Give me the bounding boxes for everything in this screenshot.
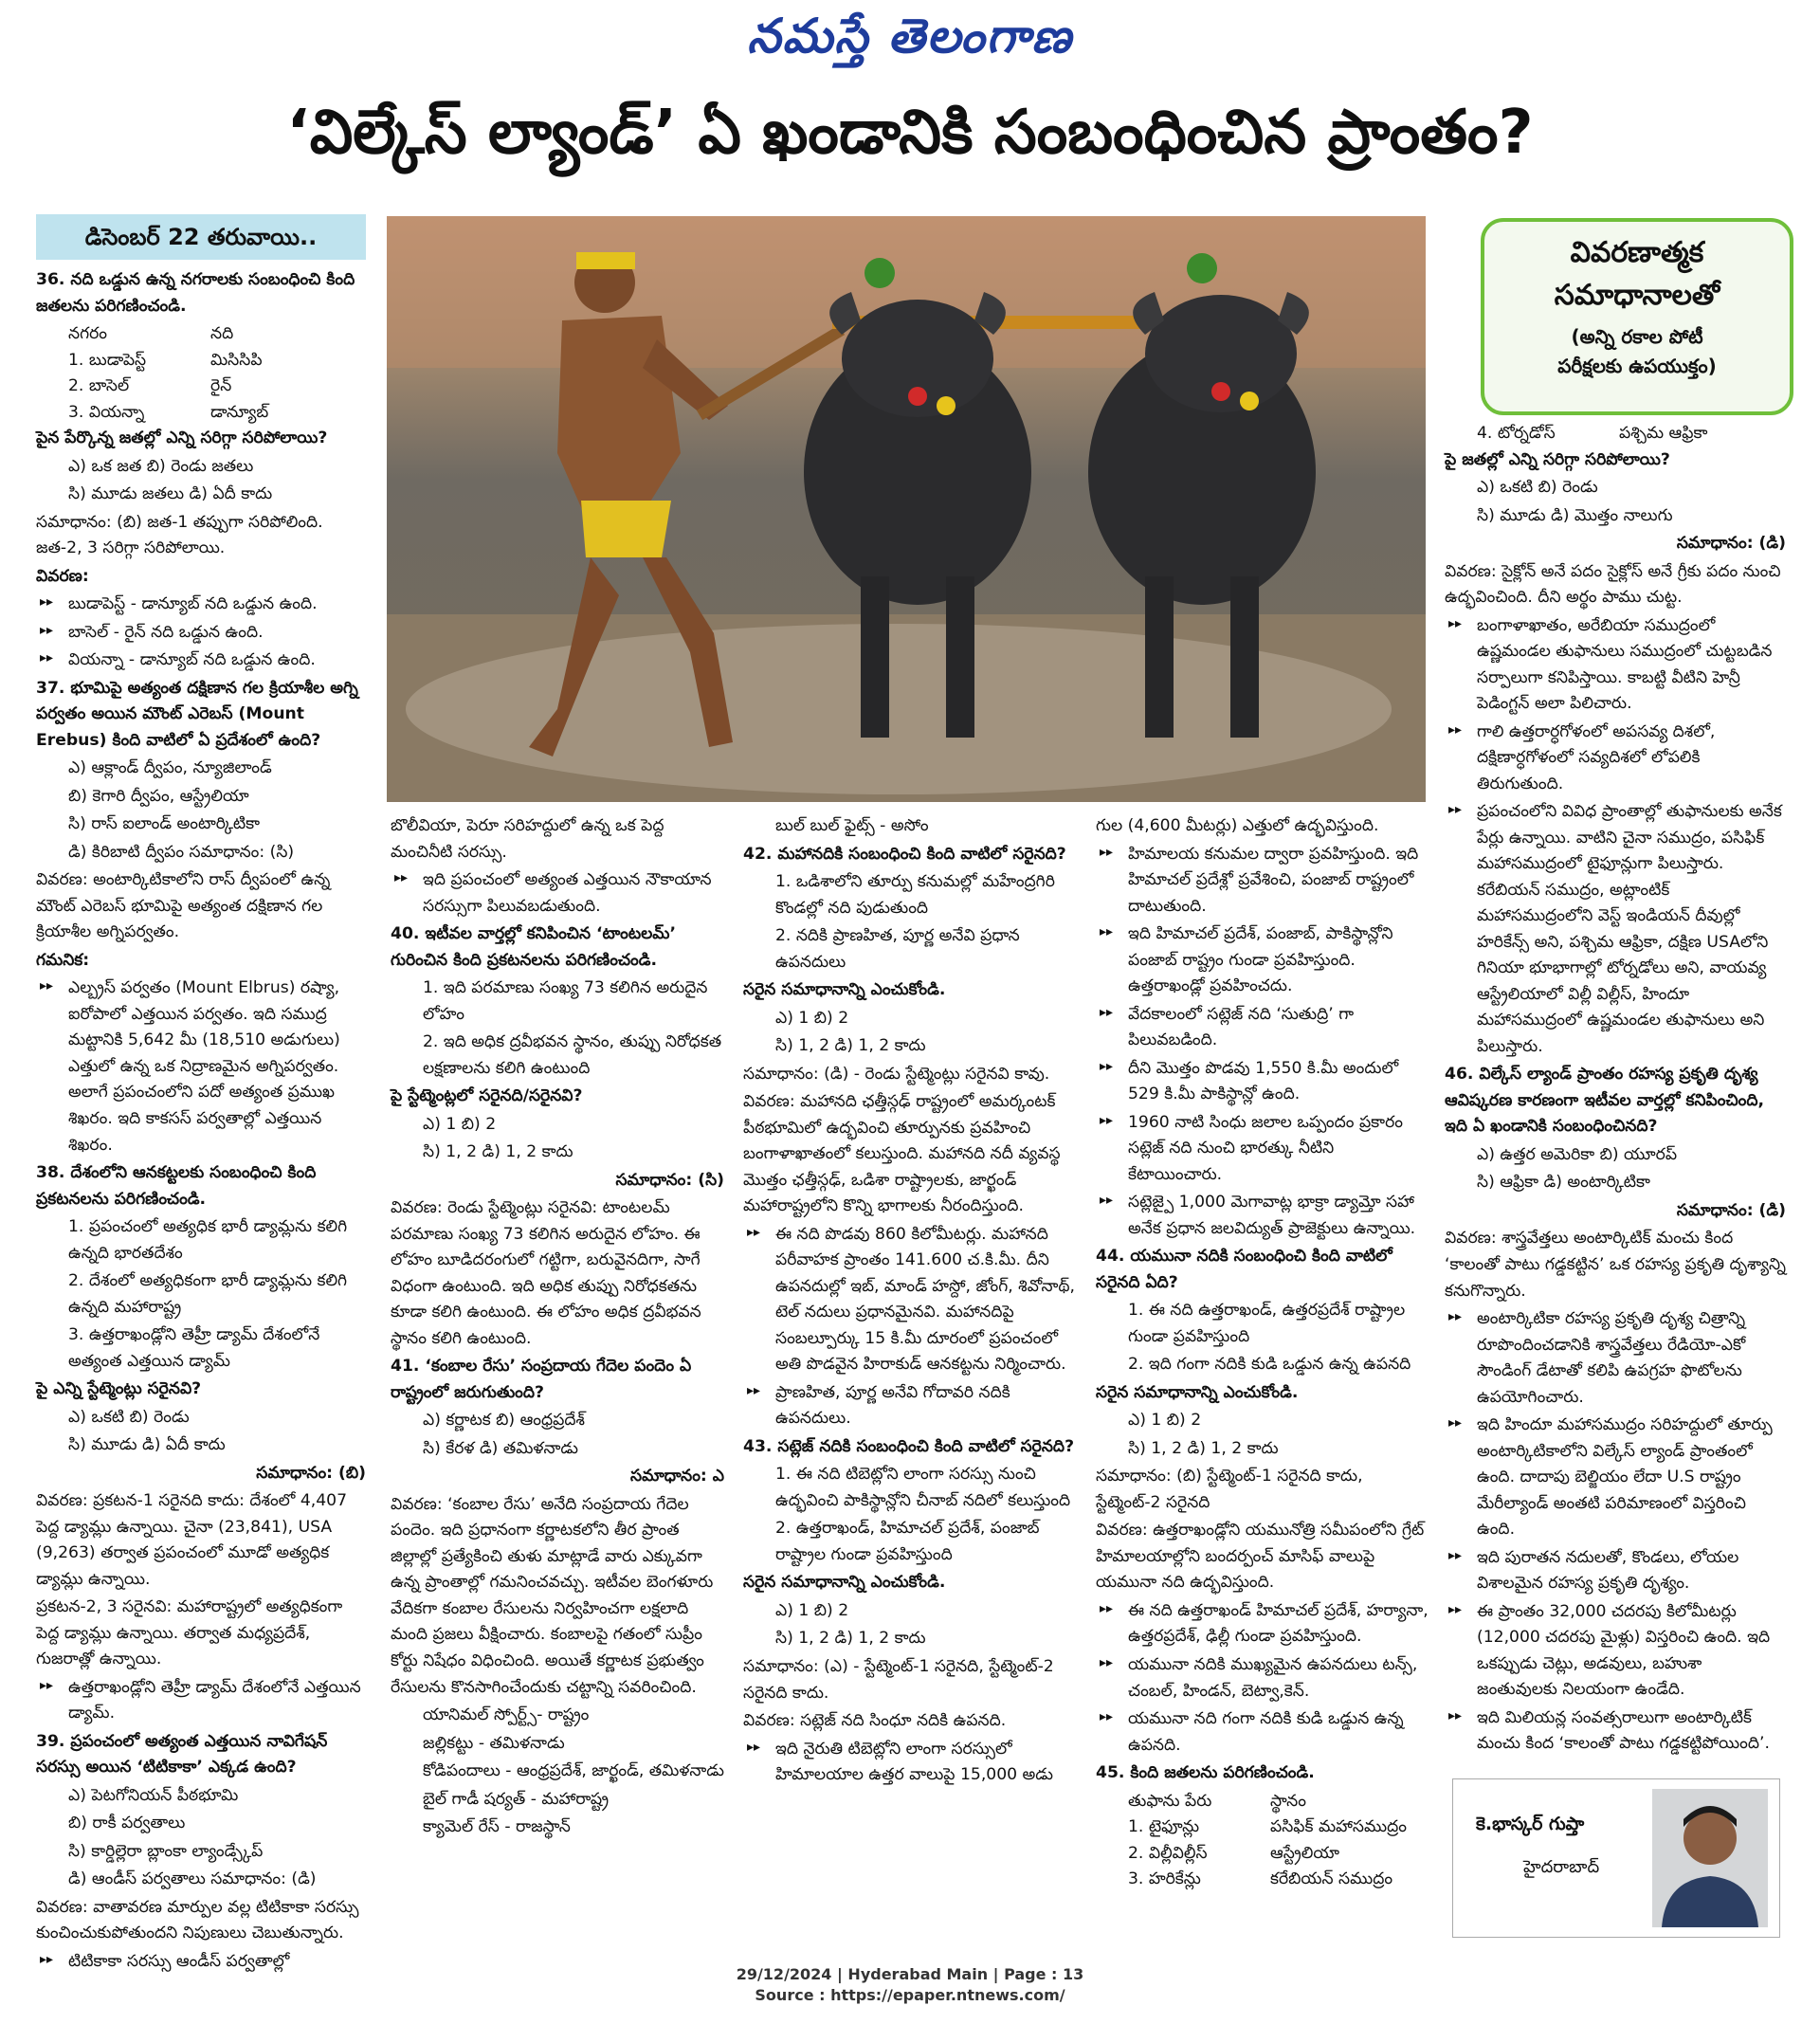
table-cell: 2. విల్లీవిల్లీస్ [1128, 1843, 1208, 1863]
explanation-40: వివరణ: రెండు స్టేట్మెంట్లు సరైనవి: టాంటలమ్ పరమాణు సంఖ్య 73 కలిగిన అరుదైన లోహం. ఈ లోహం బూడిదరంగులో గట్టిగా, బరువైనదిగా, సాగే విధంగా ఉంటుంది. ఇది అధిక తుప్పు నిరోధకతను కూడా కలిగి ఉంటుంది. ఈ లోహం అధిక ద్రవీభవన స్థానం కలిగి ఉంటుంది. [391, 1198, 701, 1348]
bullet: ▸▸ దీని మొత్తం పొడవు 1,550 కి.మీ అందులో 529 కి.మీ పాకిస్థాన్లో ఉంది. [1096, 1056, 1429, 1108]
callout-box [1481, 218, 1793, 415]
bullet: ▸▸ ఇది హిందూ మహాసముద్రం సరిహద్దులో తూర్పు అంటార్కిటికాలోని విల్కేస్ ల్యాండ్ ప్రాంతంలో ఉంది. దాదాపు బెల్జియం లేదా U.S రాష్ట్రం మేరీల్యాండ్ అంతటి పరిమాణంలో విస్తరించి ఉంది. [1445, 1413, 1786, 1543]
table-header [36, 321, 366, 348]
options: సి) మూడు డి) ఏదీ కాదు [68, 1435, 226, 1455]
explanation-44: వివరణ: ఉత్తరాఖండ్లోని యమునోత్రి సమీపంలోని గ్రేట్ హిమాలయాల్లోని బందర్పంచ్ మాసిఫ్ వాలుపై యమునా నది ఉద్భవిస్తుంది. [1096, 1521, 1425, 1593]
statement: 2. ఇది గంగా నదికి కుడి ఒడ్డున ఉన్న ఉపనది [1128, 1355, 1411, 1375]
question-43-prompt: సరైన సమాధానాన్ని ఎంచుకోండి. [743, 1573, 946, 1593]
table-cell: మిసిసిపి [210, 350, 263, 370]
callout-title-2: సమాధానాలతో [1554, 279, 1720, 312]
table-header [1096, 1789, 1429, 1815]
answer-43: సమాధానం: (ఎ) - స్టేట్మెంట్-1 సరైనది, స్టేట్మెంట్-2 సరైనది కాదు. [743, 1656, 1054, 1703]
question-38-prompt: పై ఎన్ని స్టేట్మెంట్లు సరైనవి? [36, 1379, 202, 1399]
question-42-prompt: సరైన సమాధానాన్ని ఎంచుకోండి. [743, 980, 946, 1000]
footer [0, 1964, 1820, 2005]
statement: 1. ఇది పరమాణు సంఖ్య 73 కలిగిన అరుదైన లోహం [423, 978, 708, 1024]
question-41: 41. ‘కంబాల రేసు’ సంప్రదాయ గేదెల పందెం ఏ రాష్ట్రంలో జరుగుతుంది? [391, 1357, 692, 1402]
table-cell: పశ్చిమ ఆఫ్రికా [1619, 424, 1708, 443]
bullet: ▸▸ ఉత్తరాఖండ్లోని తెహ్రీ డ్యామ్ దేశంలోనే ఎత్తయిన డ్యామ్. [36, 1675, 366, 1727]
bullet: ▸▸ బుడాపెస్ట్ - డాన్యూబ్ నది ఒడ్డున ఉంది. [36, 592, 366, 618]
table-cell: రైన్ [210, 376, 232, 396]
answer-41: సమాధానం: ఎ [630, 1467, 724, 1486]
column-2 [391, 813, 724, 1955]
list-item: క్యామెల్ రేస్ - రాజస్థాన్ [423, 1817, 571, 1837]
question-36-prompt: పైన పేర్కొన్న జతల్లో ఎన్ని సరిగ్గా సరిపోలాయి? [36, 429, 328, 448]
table-cell: పసిఫిక్ మహాసముద్రం [1270, 1817, 1407, 1837]
option: సి) కార్డిల్లెరా బ్లాంకా ల్యాండ్స్కేప్ [68, 1841, 264, 1861]
bullet: ▸▸ ఎల్బ్రస్ పర్వతం (Mount Elbrus) రష్యా, ఐరోపాలో ఎత్తయిన పర్వతం. ఇది సముద్ర మట్టానికి 5,642 మీ (18,510 అడుగులు) ఎత్తులో ఉన్న ఒక నిద్రాణమైన అగ్నిపర్వతం. అలాగే ప్రపంచంలోని పదో అత్యంత ప్రముఖ శిఖరం. ఇది కాకసస్ పర్వతాల్లో ఎత్తయిన శిఖరం. [36, 976, 366, 1158]
list-item: కోడిపందాలు - ఆంధ్రప్రదేశ్, జార్ఖండ్, తమిళనాడు [423, 1761, 724, 1781]
answer-44: సమాధానం: (బి) స్టేట్మెంట్-1 సరైనది కాదు, స్టేట్మెంట్-2 సరైనది [1096, 1467, 1363, 1512]
question-45-prompt: పై జతల్లో ఎన్ని సరిగ్గా సరిపోలాయి? [1445, 449, 1670, 469]
bullet: ▸▸ ఇది ప్రపంచంలో అత్యంత ఎత్తయిన నౌకాయాన సరస్సుగా పిలువబడుతుంది. [391, 867, 724, 920]
answer-45: సమాధానం: (డి) [1676, 534, 1786, 554]
bullet: ▸▸ అంటార్కిటికా రహస్య ప్రకృతి దృశ్య చిత్రాన్ని రూపొందించడానికి శాస్త్రవేత్తలు రేడియో-ఎకో సౌండింగ్ డేటాతో కలిపి ఉపగ్రహ ఫొటోలను ఉపయోగించారు. [1445, 1306, 1786, 1411]
masthead: నమస్తే తెలంగాణ [747, 8, 1073, 64]
option: సి) రాస్ ఐలాండ్ అంటార్కిటికా [68, 814, 261, 834]
options: ఎ) ఉత్తర అమెరికా బి) యూరప్ [1477, 1144, 1678, 1164]
explanation-37: వివరణ: అంటార్కిటికాలోని రాస్ ద్వీపంలో ఉన్న మౌంట్ ఎరెబస్ భూమిపై అత్యంత దక్షిణాన గల క్రియాశీల అగ్నిపర్వతం. [36, 870, 331, 942]
explanation-42: వివరణ: మహానది ఛత్తీస్గఢ్ రాష్ట్రంలో అమర్కంటక్ పీఠభూమిలో ఉద్భవించి తూర్పునకు ప్రవహించి బంగాళాఖాతంలో కలుస్తుంది. మహానది నదీ వ్యవస్థ మొత్తం ఛత్తీస్గఢ్, ఒడిశా రాష్ట్రాలకు, జార్ఖండ్ మహారాష్ట్రలోని కొన్ని భాగాలకు నీరందిస్తుంది. [743, 1092, 1061, 1216]
bullet: ▸▸ వియన్నా - డాన్యూబ్ నది ఒడ్డున ఉంది. [36, 647, 366, 674]
question-39: 39. ప్రపంచంలో అత్యంత ఎత్తయిన నావిగేషన్ సరస్సు అయిన ‘టిటికాకా’ ఎక్కడ ఉంది? [36, 1731, 328, 1778]
bullet: ▸▸ ఈ నది ఉత్తరాఖండ్ హిమాచల్ ప్రదేశ్, హర్యానా, ఉత్తరప్రదేశ్, ఢిల్లీ గుండా ప్రవహిస్తుంది. [1096, 1598, 1429, 1650]
callout-title-1: వివరణాత్మక [1570, 236, 1704, 269]
headline: ‘విల్కేస్ ల్యాండ్’ ఏ ఖండానికి సంబంధించిన ప్రాంతం? [286, 98, 1534, 168]
list-item: బుల్ బుల్ ఫైట్స్ - అసోం [775, 816, 929, 835]
answer-46: సమాధానం: (డి) [1676, 1200, 1786, 1220]
explanation-38-b: ప్రకటన-2, 3 సరైనవి: మహారాష్ట్రలో అత్యధికంగా పెద్ద డ్యామ్లు ఉన్నాయి. తర్వాత మధ్యప్రదేశ్, గుజరాత్లో ఉన్నాయి. [36, 1597, 343, 1669]
avatar-icon [1652, 1789, 1768, 1927]
options: సి) మూడు డి) మొత్తం నాలుగు [1477, 505, 1673, 525]
statement: 3. ఉత్తరాఖండ్లోని తెహ్రీ డ్యామ్ దేశంలోనే అత్యంత ఎత్తయిన డ్యామ్ [68, 1325, 320, 1371]
list-item: జల్లికట్టు - తమిళనాడు [423, 1733, 565, 1753]
answer-36: సమాధానం: (బి) జత-1 తప్పుగా సరిపోలింది. జత-2, 3 సరిగ్గా సరిపోలాయి. [36, 512, 323, 558]
table-cell: 4. టోర్నడోస్ [1477, 424, 1556, 443]
option: బి) కెగారి ద్వీపం, ఆస్ట్రేలియా [68, 786, 249, 806]
bullet: ▸▸ సట్లెజ్పై 1,000 మెగావాట్ల భాక్రా డ్యామ్తో సహా అనేక ప్రధాన జలవిద్యుత్ ప్రాజెక్టులు ఉన్నాయి. [1096, 1190, 1429, 1242]
options: ఎ) 1 బి) 2 [423, 1114, 497, 1134]
bullet: ▸▸ వేదకాలంలో సట్లెజ్ నది ‘సుతుద్రి’ గా పిలువబడింది. [1096, 1002, 1429, 1054]
column-4 [1096, 813, 1429, 1955]
question-36: 36. నది ఒడ్డున ఉన్న నగరాలకు సంబంధించి కింది జతలను పరిగణించండి. [36, 270, 355, 316]
option: ఎ) ఆక్లాండ్ ద్వీపం, న్యూజిలాండ్ [68, 758, 272, 778]
section-tag: డిసెంబర్ 22 తరువాయి.. [36, 214, 366, 260]
table-head-2: స్థానం [1270, 1791, 1306, 1811]
question-40-prompt: పై స్టేట్మెంట్లలో సరైనది/సరైనవి? [391, 1086, 583, 1106]
options: ఎ) 1 బి) 2 [775, 1008, 849, 1028]
bullet: ▸▸ ఈ నది పొడవు 860 కిలోమీటర్లు. మహానది పరీవాహక ప్రాంతం 141.600 చ.కి.మీ. దీని ఉపనదుల్లో ఇబ్, మాండ్ హస్దో, జోంగ్, శివోనాథ్, టెల్ నదులు ప్రధానమైనవి. మహానదిపై సంబల్పూర్కు 15 కి.మీ దూరంలో ప్రపంచంలో అతి పొడవైన హిరాకుడ్ ఆనకట్టను నిర్మించారు. [743, 1222, 1075, 1378]
options: సి) కేరళ డి) తమిళనాడు [423, 1438, 579, 1458]
option: డి) కిరిబాటి ద్వీపం సమాధానం: (సి) [68, 842, 295, 862]
bullet: ▸▸ బంగాళాఖాతం, అరేబియా సముద్రంలో ఉష్ణమండల తుఫానులు సముద్రంలో చుట్టబడిన సర్పాలుగా కనిపిస్తాయి. కాబట్టి వీటిని హెన్రీ పెడింగ్టన్ అలా పిలిచారు. [1445, 613, 1786, 718]
question-42: 42. మహానదికి సంబంధించి కింది వాటిలో సరైనది? [743, 844, 1066, 864]
question-40: 40. ఇటీవల వార్తల్లో కనిపించిన ‘టాంటలమ్’ గురించిన కింది ప్రకటనలను పరిగణించండి. [391, 924, 677, 970]
table-cell: 3. వియన్నా [68, 402, 145, 422]
options: ఎ) 1 బి) 2 [775, 1600, 849, 1620]
callout-sub-1: (అన్ని రకాల పోటీ [1571, 325, 1703, 348]
table-row [36, 400, 366, 427]
statement: 1. ప్రపంచంలో అత్యధిక భారీ డ్యామ్లను కలిగి ఉన్నది భారతదేశం [68, 1217, 348, 1263]
bullet: ▸▸ హిమాలయ కనుమల ద్వారా ప్రవహిస్తుంది. ఇది హిమాచల్ ప్రదేశ్లో ప్రవేశించి, పంజాబ్ రాష్ట్రంలో దాటుతుంది. [1096, 842, 1429, 921]
option: బి) రాకీ పర్వతాలు [68, 1814, 186, 1833]
question-37: 37. భూమిపై అత్యంత దక్షిణాన గల క్రియాశీల అగ్ని పర్వతం అయిన మౌంట్ ఎరెబస్ (Mount Erebus) కింది వాటిలో ఏ ప్రదేశంలో ఉంది? [36, 678, 358, 750]
question-45: 45. కింది జతలను పరిగణించండి. [1096, 1763, 1315, 1783]
list-item: బైల్ గాడీ షర్యత్ - మహారాష్ట్ర [423, 1789, 610, 1809]
table-cell: 2. బాసెల్ [68, 376, 130, 396]
option: ఎ) పెటగోనియన్ పీఠభూమి [68, 1785, 239, 1805]
options: సి) 1, 2 డి) 1, 2 కాదు [1128, 1438, 1279, 1458]
table-row [1445, 421, 1786, 447]
table-row [1096, 1814, 1429, 1841]
options: ఎ) ఒకటి బి) రెండు [1477, 478, 1598, 498]
options: సి) 1, 2 డి) 1, 2 కాదు [423, 1142, 573, 1162]
statement: 2. దేశంలో అత్యధికంగా భారీ డ్యామ్లను కలిగి ఉన్నది మహారాష్ట్ర [68, 1271, 348, 1317]
continued-text: బొలీవియా, పెరూ సరిహద్దులో ఉన్న ఒక పెద్ద మంచినీటి సరస్సు. [391, 816, 664, 862]
options: ఎ) 1 బి) 2 [1128, 1411, 1202, 1431]
question-44-prompt: సరైన సమాధానాన్ని ఎంచుకోండి. [1096, 1382, 1299, 1402]
note-label: గమనిక: [36, 950, 90, 970]
statement: 2. ఇది అధిక ద్రవీభవన స్థానం, తుప్పు నిరోధకత లక్షణాలను కలిగి ఉంటుంది [423, 1032, 722, 1078]
bullet: ▸▸ టిటికాకా సరస్సు ఆండీస్ పర్వతాల్లో [36, 1949, 366, 1976]
list-item: యానిమల్ స్పోర్ట్స్- రాష్ట్రం [423, 1705, 590, 1725]
photo-illustration [387, 216, 1426, 802]
table-cell: కరేబియన్ సముద్రం [1270, 1869, 1393, 1889]
statement: 1. ఒడిశాలోని తూర్పు కనుమల్లో మహేంద్రగిరి కొండల్లో నది పుడుతుంది [775, 872, 1055, 918]
explanation-45: వివరణ: సైక్లోన్ అనే పదం సైక్లోస్ అనే గ్రీకు పదం నుంచి ఉద్భవించింది. దీని అర్థం పాము చుట్ట. [1445, 561, 1781, 608]
table-row [1096, 1867, 1429, 1893]
options: సి) 1, 2 డి) 1, 2 కాదు [775, 1629, 926, 1649]
table-row [36, 348, 366, 374]
table-cell: 1. బుడాపెస్ట్ [68, 350, 147, 370]
options: ఎ) ఒక జత బి) రెండు జతలు [68, 456, 254, 476]
bullet: ▸▸ ఇది పురాతన నదులతో, కొండలు, లోయల విశాలమైన రహస్య ప్రకృతి దృశ్యం. [1445, 1545, 1786, 1597]
statement: 1. ఈ నది టిబెట్లోని లాంగా సరస్సు నుంచి ఉద్భవించి పాకిస్థాన్లోని చీనాబ్ నదిలో కలుస్తుంది [775, 1465, 1071, 1510]
bullet: ▸▸ ఇది నైరుతి టిబెట్లోని లాంగా సరస్సులో హిమాలయాల ఉత్తర వాలుపై 15,000 అడు [743, 1737, 1075, 1789]
bullet: ▸▸ ప్రాణహిత, పూర్ణ అనేవి గోదావరి నదికి ఉపనదులు. [743, 1380, 1075, 1432]
question-46: 46. విల్కేస్ ల్యాండ్ ప్రాంతం రహస్య ప్రకృతి దృశ్య ఆవిష్కరణ కారణంగా ఇటీవల వార్తల్లో కనిపించింది, ఇది ఏ ఖండానికి సంబంధించినది? [1445, 1065, 1765, 1137]
author-name: కె.భాస్కర్ గుప్తా [1476, 1814, 1585, 1834]
bullet: ▸▸ ఈ ప్రాంతం 32,000 చదరపు కిలోమీటర్లు (12,000 చదరపు మైళ్లు) విస్తరించి ఉంది. ఇది ఒకప్పుడు చెట్లు, అడవులు, బహుశా జంతువులకు నిలయంగా ఉండేది. [1445, 1599, 1786, 1704]
author-box [1452, 1778, 1780, 1938]
bullet: ▸▸ 1960 నాటి సింధు జలాల ఒప్పందం ప్రకారం సట్లెజ్ నది నుంచి భారత్కు నీటిని కేటాయించారు. [1096, 1110, 1429, 1189]
author-city: హైదరాబాద్ [1523, 1857, 1600, 1877]
answer-40: సమాధానం: (సి) [615, 1170, 724, 1190]
explanation-38: వివరణ: ప్రకటన-1 సరైనది కాదు: దేశంలో 4,407 పెద్ద డ్యామ్లు ఉన్నాయి. చైనా (23,841), USA (9,263) తర్వాత ప్రపంచంలో మూడో అత్యధిక డ్యామ్లు ఉన్నాయి. [36, 1491, 348, 1589]
options: సి) 1, 2 డి) 1, 2 కాదు [775, 1036, 926, 1056]
options: సి) మూడు జతలు డి) ఏదీ కాదు [68, 484, 273, 504]
options: ఎ) ఒకటి బి) రెండు [68, 1407, 190, 1427]
column-1 [36, 267, 366, 1971]
column-3 [743, 813, 1075, 1955]
answer-38: సమాధానం: (బి) [256, 1463, 366, 1483]
statement: 2. నదికి ప్రాణహిత, పూర్ణ అనేవి ప్రధాన ఉపనదులు [775, 926, 1020, 972]
options: సి) ఆఫ్రికా డి) అంటార్కిటికా [1477, 1173, 1650, 1193]
explanation-39: వివరణ: వాతావరణ మార్పుల వల్ల టిటికాకా సరస్సు కుంచించుకుపోతుందని నిపుణులు చెబుతున్నారు. [36, 1897, 359, 1943]
explanation-46: వివరణ: శాస్త్రవేత్తలు అంటార్కిటిక్ మంచు కింద ‘కాలంతో పాటు గడ్డకట్టిన’ ఒక రహస్య ప్రకృతి దృశ్యాన్ని కనుగొన్నారు. [1445, 1229, 1786, 1301]
question-44: 44. యమునా నదికి సంబంధించి కింది వాటిలో సరైనది ఏది? [1096, 1247, 1392, 1292]
bullet: ▸▸ గాలి ఉత్తరార్ధగోళంలో అపసవ్య దిశలో, దక్షిణార్ధగోళంలో సవ్యదిశలో లోపలికి తిరుగుతుంది. [1445, 720, 1786, 798]
table-cell: 3. హరికేన్లు [1128, 1869, 1201, 1889]
statement: 1. ఈ నది ఉత్తరాఖండ్, ఉత్తరప్రదేశ్ రాష్ట్రాల గుండా ప్రవహిస్తుంది [1128, 1301, 1406, 1346]
table-row [36, 374, 366, 400]
column-5 [1445, 421, 1786, 1767]
bullet: ▸▸ ప్రపంచంలోని వివిధ ప్రాంతాల్లో తుఫానులకు అనేక పేర్లు ఉన్నాయి. వాటిని చైనా సముద్రం, పసిఫిక్ మహాసముద్రంలో టైఫూన్లుగా పిలుస్తారు. కరేబియన్ సముద్రం, అట్లాంటిక్ మహాసముద్రంలోని వెస్ట్ ఇండియన్ దీవుల్లో హరికేన్స్ అని, పశ్చిమ ఆఫ్రికా, దక్షిణ USAలోని గినియా భూభాగాల్లో టోర్నడోలు అని, వాయవ్య ఆస్ట్రేలియాలో విల్లీ విల్లీస్, హిందూ మహాసముద్రంలో ఉష్ణమండల తుఫానులు అని పిలుస్తారు. [1445, 799, 1786, 1060]
table-cell: డాన్యూబ్ [210, 402, 269, 422]
footer-source-line: Source : https://epaper.ntnews.com/ [755, 1985, 1065, 2004]
table-head-1: తుఫాను పేరు [1128, 1791, 1212, 1811]
continued-text: గుల (4,600 మీటర్లు) ఎత్తులో ఉద్భవిస్తుంది. [1096, 816, 1379, 835]
bullet: ▸▸ యమునా నదికి ముఖ్యమైన ఉపనదులు టన్స్, చంబల్, హిండన్, బెట్వా,కెన్. [1096, 1652, 1429, 1705]
callout-sub-2: పరీక్షలకు ఉపయుక్తం) [1557, 355, 1717, 377]
table-head-1: నగరం [68, 324, 107, 344]
bullet: ▸▸ ఇది మిలియన్ల సంవత్సరాలుగా అంటార్కిటిక్ మంచు కింద ‘కాలంతో పాటు గడ్డకట్టిపోయింది’. [1445, 1705, 1786, 1758]
question-43: 43. సట్లెజ్ నదికి సంబంధించి కింది వాటిలో సరైనది? [743, 1436, 1075, 1456]
option: డి) ఆండీస్ పర్వతాలు సమాధానం: (డి) [68, 1869, 317, 1889]
bullet: ▸▸ యమునా నది గంగా నదికి కుడి ఒడ్డున ఉన్న ఉపనది. [1096, 1706, 1429, 1759]
table-cell: ఆస్ట్రేలియా [1270, 1843, 1339, 1863]
bullet: ▸▸ బాసెల్ - రైన్ నది ఒడ్డున ఉంది. [36, 620, 366, 647]
explanation-43: వివరణ: సట్లెజ్ నది సింధూ నదికి ఉపనది. [743, 1711, 1007, 1731]
table-row [1096, 1841, 1429, 1868]
table-head-2: నది [210, 324, 234, 344]
question-38: 38. దేశంలోని ఆనకట్టలకు సంబంధించి కింది ప్రకటనలను పరిగణించండి. [36, 1163, 317, 1209]
table-cell: 1. టైఫూన్లు [1128, 1817, 1200, 1837]
statement: 2. ఉత్తరాఖండ్, హిమాచల్ ప్రదేశ్, పంజాబ్ రాష్ట్రాల గుండా ప్రవహిస్తుంది [775, 1519, 1040, 1564]
footer-date-line: 29/12/2024 | Hyderabad Main | Page : 13 [736, 1965, 1084, 1983]
explanation-label: వివరణ: [36, 566, 89, 586]
author-photo [1652, 1789, 1768, 1927]
bullet: ▸▸ ఇది హిమాచల్ ప్రదేశ్, పంజాబ్, పాకిస్థాన్లోని పంజాబ్ రాష్ట్రం గుండా ప్రవహిస్తుంది. ఉత్తరాఖండ్లో ప్రవహించదు. [1096, 921, 1429, 1000]
answer-42: సమాధానం: (డి) - రెండు స్టేట్మెంట్లు సరైనవి కావు. [743, 1064, 1050, 1084]
kambala-race-photo [387, 216, 1426, 802]
explanation-41: వివరణ: ‘కంబాల రేసు’ అనేది సంప్రదాయ గేదెల పందెం. ఇది ప్రధానంగా కర్ణాటకలోని తీర ప్రాంత జిల్లాల్లో ప్రత్యేకించి తుళు మాట్లాడే వారు ఎక్కువగా ఉన్న ప్రాంతాల్లో గమనించవచ్చు. ఇటీవల బెంగళూరు వేదికగా కంబాల రేసులను నిర్వహించగా లక్షలాది మంది ప్రజలు వీక్షించారు. కంబాలపై గతంలో సుప్రీం కోర్టు నిషేధం విధించింది. అయితే కర్ణాటక ప్రభుత్వం రేసులను కొనసాగించేందుకు చట్టాన్ని సవరించింది. [391, 1494, 714, 1697]
options: ఎ) కర్ణాటక బి) ఆంధ్రప్రదేశ్ [423, 1411, 585, 1431]
